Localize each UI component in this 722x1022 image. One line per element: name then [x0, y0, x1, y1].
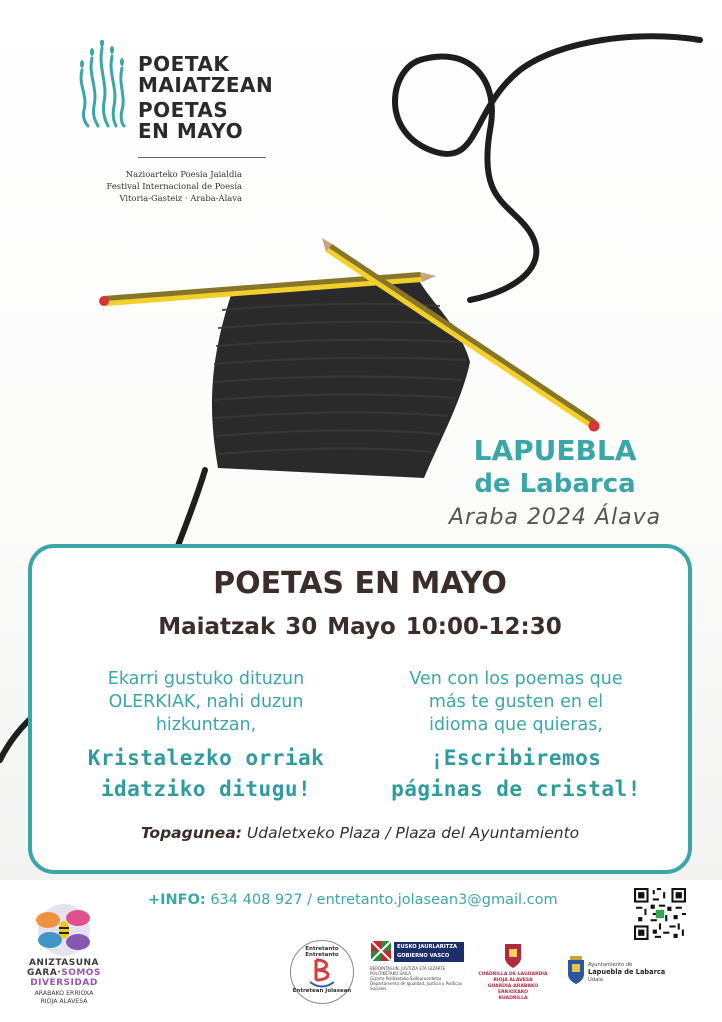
ayuntamiento-line: Udala [588, 977, 603, 983]
aniztasuna-region-line: RIOJA ALAVESA [40, 998, 88, 1005]
basque-body [56, 668, 356, 737]
festival-name-line: POETAK [138, 52, 230, 76]
cuadrilla-logo [478, 942, 548, 1008]
basque-highlight [56, 743, 356, 805]
aniztasuna-line: DIVERSIDAD [30, 978, 98, 988]
spanish-body-line: Ven con los poemas que [409, 669, 623, 689]
spanish-highlight [366, 743, 666, 805]
location-province-year: Araba 2024 Álava [448, 505, 662, 530]
event-title: POETAS EN MAYO [213, 566, 507, 601]
ayuntamiento-line: Ayuntamiento de [588, 962, 633, 968]
location-town-suffix: de Labarca [474, 469, 636, 499]
cuadrilla-text [478, 972, 548, 1002]
entretanto-logo [290, 940, 354, 1004]
ayuntamiento-logo [566, 956, 686, 992]
venue-name: Udaletxeko Plaza / Plaza del Ayuntamiento [246, 824, 580, 842]
yarn-strand [395, 36, 700, 300]
basque-body-line: hizkuntzan, [155, 715, 257, 735]
festival-name-line: POETAS [138, 98, 229, 122]
ayuntamiento-line: Lapuebla de Labarca [588, 968, 666, 976]
basque-coat-of-arms-icon [370, 940, 392, 962]
festival-subtitle [50, 168, 242, 204]
town-shield-icon [566, 956, 586, 986]
eusko-department-line: Departamento de Igualdad, Justicia y Políticas Sociales [370, 981, 463, 991]
aniztasuna-title: ANIZTASUNA GARA·SOMOS DIVERSIDAD [18, 958, 110, 988]
basque-body-line: Ekarri gustuko dituzun [107, 669, 305, 689]
contact-details[interactable]: 634 408 927 / entretanto.jolasean3@gmail.com [210, 892, 558, 908]
festival-subtitle-line: Nazioarteko Poesia Jaialdia [125, 169, 242, 179]
cuadrilla-line: CUADRILLA DE LAGUARDIA [478, 972, 548, 977]
spanish-body-line: idioma que quieras, [429, 715, 603, 735]
entretanto-bottom-text: Entretean Jolasean [292, 988, 352, 994]
eusko-department-line: BERDINTASUN, JUSTIZIA ETA GIZARTE POLITIKETAKO SAILA [370, 966, 446, 976]
logo-divider [138, 157, 266, 158]
location-town: LAPUEBLA [473, 434, 637, 467]
spanish-body [366, 668, 666, 737]
entretanto-top-text: Entretanto Entretanto [305, 946, 339, 958]
location-heading [440, 434, 670, 536]
event-venue [32, 824, 688, 842]
eusko-name-line: GOBIERNO VASCO [397, 953, 450, 959]
entretanto-figure-icon [290, 940, 354, 1004]
festival-subtitle-line: Vitoria-Gasteiz · Araba-Álava [119, 193, 242, 203]
qr-code-icon[interactable] [634, 888, 686, 940]
aniztasuna-line: SOMOS [61, 968, 101, 978]
basque-body-line: OLERKIAK, nahi duzun [108, 692, 304, 712]
eusko-name-bar [394, 942, 464, 962]
festival-name [138, 54, 338, 142]
festival-name-line: EN MAYO [138, 119, 244, 143]
festival-subtitle-line: Festival Internacional de Poesía [106, 181, 242, 191]
eusko-department [370, 966, 466, 991]
eusko-department-line: Gizarte Politiketako Sailburuordetza [370, 976, 442, 981]
spanish-highlight-line: ¡Escribiremos [430, 746, 602, 770]
eusko-name-line: EUSKO JAURLARITZA [397, 944, 458, 950]
ayuntamiento-text [588, 962, 688, 984]
contact-info [148, 892, 558, 908]
basque-highlight-line: Kristalezko orriak [87, 746, 325, 770]
eusko-jaurlaritza-logo [370, 940, 466, 1004]
reeds-icon [74, 40, 130, 130]
cuadrilla-line: RIOJA ALAVESA [493, 978, 533, 983]
cuadrilla-line: GUARDIA-ARABAKO ERRIOXAKO [487, 984, 539, 995]
aniztasuna-region [18, 990, 110, 1006]
aniztasuna-logo [18, 900, 110, 1010]
event-card [28, 544, 692, 874]
spanish-text-block [366, 668, 666, 805]
festival-name-line: MAIATZEAN [138, 73, 274, 97]
basque-text-block [56, 668, 356, 805]
venue-label: Topagunea: [140, 824, 242, 842]
basque-highlight-line: idatziko ditugu! [100, 777, 312, 801]
cuadrilla-shield-icon [478, 942, 548, 970]
contact-label: +INFO: [148, 892, 206, 908]
aniztasuna-line: ANIZTASUNA [28, 958, 100, 968]
aniztasuna-line: GARA [27, 968, 58, 978]
aniztasuna-region-line: ARABAKO ERRIOXA [34, 990, 94, 997]
bee-flower-icon [18, 900, 110, 958]
event-date-time: Maiatzak 30 Mayo 10:00-12:30 [158, 614, 562, 640]
cuadrilla-line: KUADRILLA [498, 996, 528, 1001]
spanish-highlight-line: páginas de cristal! [391, 777, 641, 801]
spanish-body-line: más te gusten en el [428, 692, 604, 712]
